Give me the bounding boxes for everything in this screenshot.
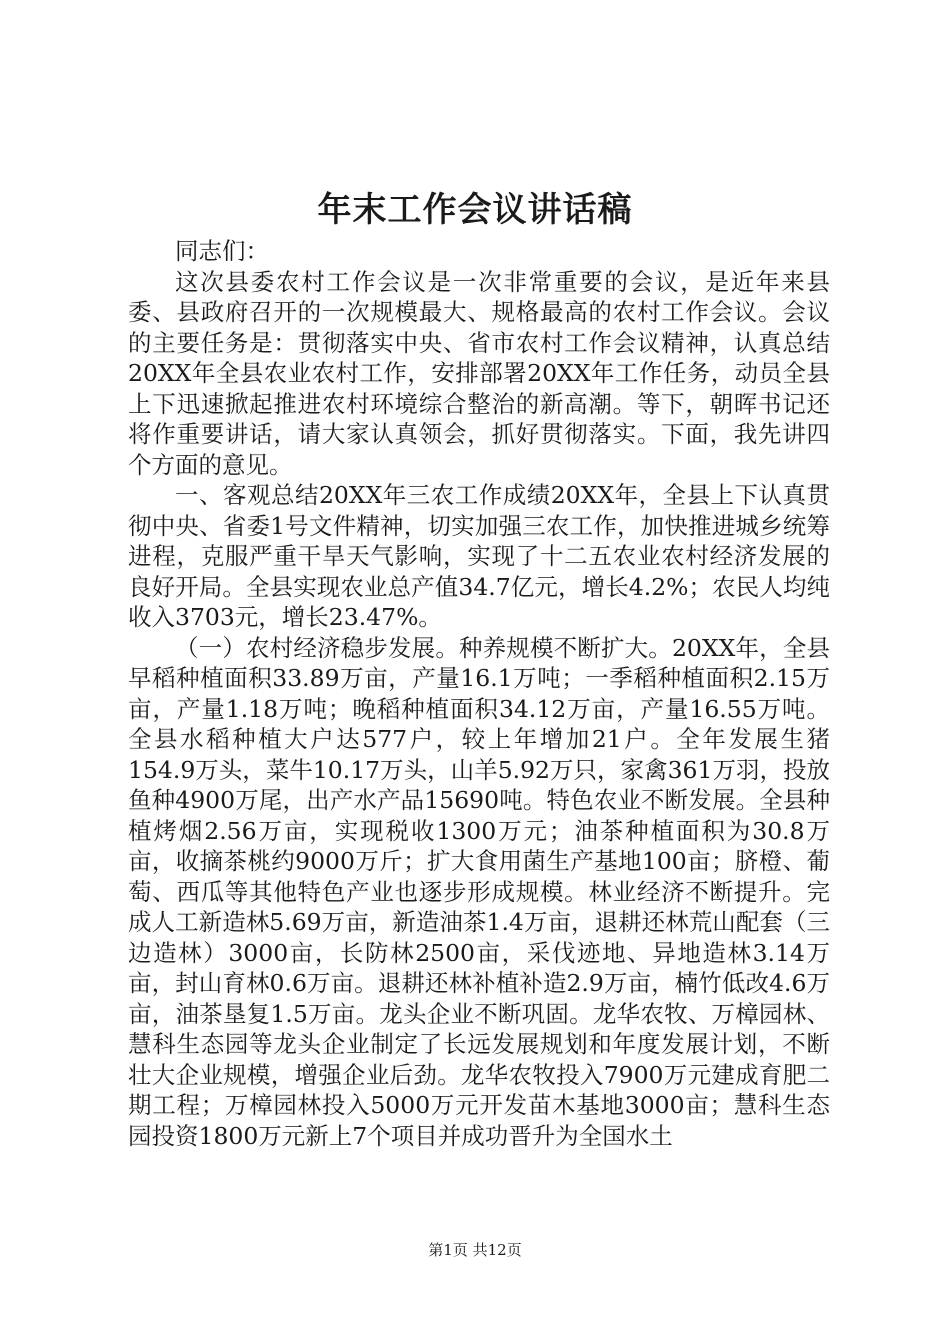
document-title: 年末工作会议讲话稿 (317, 190, 633, 230)
page-number: 第1页 共12页 (428, 1241, 522, 1259)
document-body (128, 236, 830, 1151)
body-paragraph: 这次县委农村工作会议是一次非常重要的会议，是近年来县委、县政府召开的一次规模最大、规格最高的农村工作会议。会议的主要任务是：贯彻落实中央、省市农村工作会议精神，认真总结20XX年全县农业农村工作，安排部署20XX年工作任务，动员全县上下迅速掀起推进农村环境综合整治的新高潮。等下，朝晖书记还将作重要讲话，请大家认真领会，抓好贯彻落实。下面，我先讲四个方面的意见。 (128, 267, 830, 479)
body-paragraph: （一）农村经济稳步发展。种养规模不断扩大。20XX年，全县早稻种植面积33.89万亩，产量16.1万吨；一季稻种植面积2.15万亩，产量1.18万吨；晚稻种植面积34.12万亩，产量16.55万吨。全县水稻种植大户达577户，较上年增加21户。全年发展生猪154.9万头，菜牛10.17万头，山羊5.92万只，家禽361万羽，投放鱼种4900万尾，出产水产品15690吨。特色农业不断发展。全县种植烤烟2.56万亩，实现税收1300万元；油茶种植面积为30.8万亩，收摘茶桃约9000万斤；扩大食用菌生产基地100亩；脐橙、葡萄、西瓜等其他特色产业也逐步形成规模。林业经济不断提升。完成人工新造林5.69万亩，新造油茶1.4万亩，退耕还林荒山配套（三边造林）3000亩，长防林2500亩，采伐迹地、异地造林3.14万亩，封山育林0.6万亩。退耕还林补植补造2.9万亩，楠竹低改4.6万亩，油茶垦复1.5万亩。龙头企业不断巩固。龙华农牧、万樟园林、慧科生态园等龙头企业制定了长远发展规划和年度发展计划，不断壮大企业规模，增强企业后劲。龙华农牧投入7900万元建成育肥二期工程；万樟园林投入5000万元开发苗木基地3000亩；慧科生态园投资1800万元新上7个项目并成功晋升为全国水土 (128, 633, 830, 1150)
salutation-paragraph: 同志们： (175, 237, 269, 265)
page-footer (0, 1240, 950, 1260)
body-paragraph: 一、客观总结20XX年三农工作成绩20XX年，全县上下认真贯彻中央、省委1号文件精神，切实加强三农工作，加快推进城乡统筹进程，克服严重干旱天气影响，实现了十二五农业农村经济发展的良好开局。全县实现农业总产值34.7亿元，增长4.2%；农民人均纯收入3703元，增长23.47%。 (128, 481, 830, 631)
